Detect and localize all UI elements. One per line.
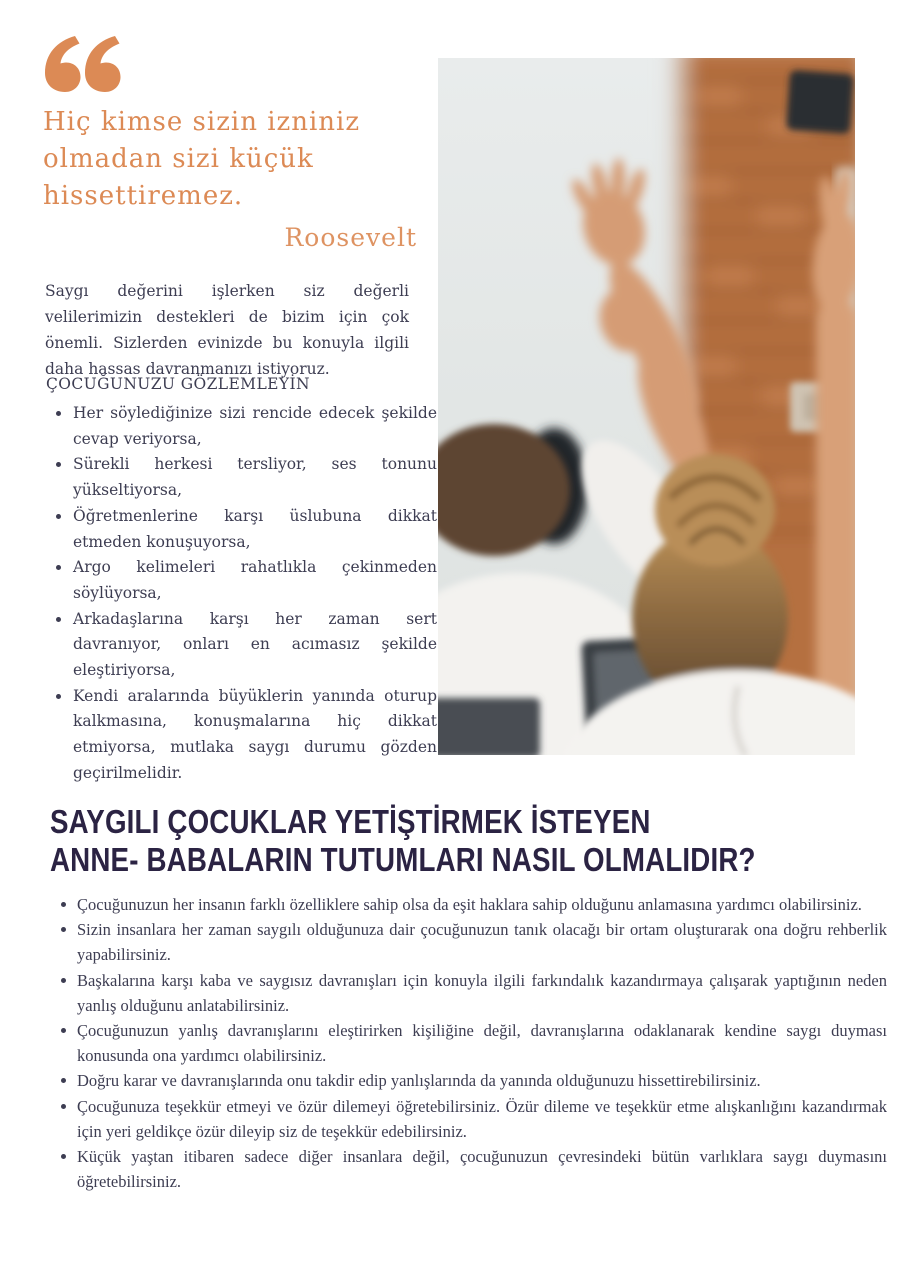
list-item: Çocuğunuzun her insanın farklı özelliklere sahip olsa da eşit haklara sahip olduğunu anlamasına yardımcı olabilirsiniz. (77, 892, 887, 917)
quote-block (43, 36, 417, 252)
list-item: Öğretmenlerine karşı üslubuna dikkat etmeden konuşuyorsa, (73, 504, 437, 555)
list-item: Çocuğunuzun yanlış davranışlarını eleştirirken kişiliğine değil, davranışlarına odaklanarak kendine saygı duyması konusunda ona yardımcı olabilirsiniz. (77, 1018, 887, 1068)
list-item: Her söylediğinize sizi rencide edecek şekilde cevap veriyorsa, (73, 401, 437, 452)
main-section-heading (50, 803, 756, 879)
main-heading-line2: ANNE- BABALARIN TUTUMLARI NASIL OLMALIDIR? (50, 841, 756, 878)
main-heading-line1: SAYGILI ÇOCUKLAR YETİŞTİRMEK İSTEYEN (50, 803, 651, 840)
quote-text: Hiç kimse sizin izniniz olmadan sizi küçük hissettiremez. (43, 107, 361, 211)
list-item: Argo kelimeleri rahatlıkla çekinmeden söylüyorsa, (73, 555, 437, 606)
advice-list (53, 892, 887, 1194)
list-item: Sürekli herkesi tersliyor, ses tonunu yükseltiyorsa, (73, 452, 437, 503)
quote-attribution: Roosevelt (284, 223, 417, 252)
observe-section-heading: ÇOCUĞUNUZU GÖZLEMLEYİN (46, 375, 310, 393)
list-item: Sizin insanlara her zaman saygılı olduğunuza dair çocuğunuzun tanık olacağı bir ortam oluşturarak ona doğru rehberlik yapabilirsiniz. (77, 917, 887, 967)
list-item: Doğru karar ve davranışlarında onu takdir edip yanlışlarında da yanında olduğunuzu hissettirebilirsiniz. (77, 1068, 887, 1093)
list-item: Arkadaşlarına karşı her zaman sert davranıyor, onları en acımasız şekilde eleştiriyorsa, (73, 607, 437, 684)
intro-paragraph: Saygı değerini işlerken siz değerli velilerimizin destekleri de bizim için çok önemli. Sizlerden evinizde bu konuyla ilgili daha hassas davranmanızı istiyoruz. (45, 281, 409, 378)
list-item: Küçük yaştan itibaren sadece diğer insanlara değil, çocuğunuzun çevresindeki bütün varlıklara saygı duymasını öğretebilirsiniz. (77, 1144, 887, 1194)
list-item: Başkalarına karşı kaba ve saygısız davranışları için konuyla ilgili farkındalık kazandırmaya çalışarak yaptığının neden yanlış olduğunu anlatabilirsiniz. (77, 968, 887, 1018)
classroom-photo (438, 58, 855, 755)
list-item: Kendi aralarında büyüklerin yanında oturup kalkmasına, konuşmalarına hiç dikkat etmiyorsa, mutlaka saygı durumu gözden geçirilmelidir. (73, 684, 437, 787)
list-item: Çocuğunuza teşekkür etmeyi ve özür dilemeyi öğretebilirsiniz. Özür dileme ve teşekkür etme alışkanlığını kazandırmak için yeri geldikçe özür dileyip siz de teşekkür edebilirsiniz. (77, 1094, 887, 1144)
double-quote-marks-icon (45, 36, 121, 92)
observe-list (45, 401, 437, 787)
